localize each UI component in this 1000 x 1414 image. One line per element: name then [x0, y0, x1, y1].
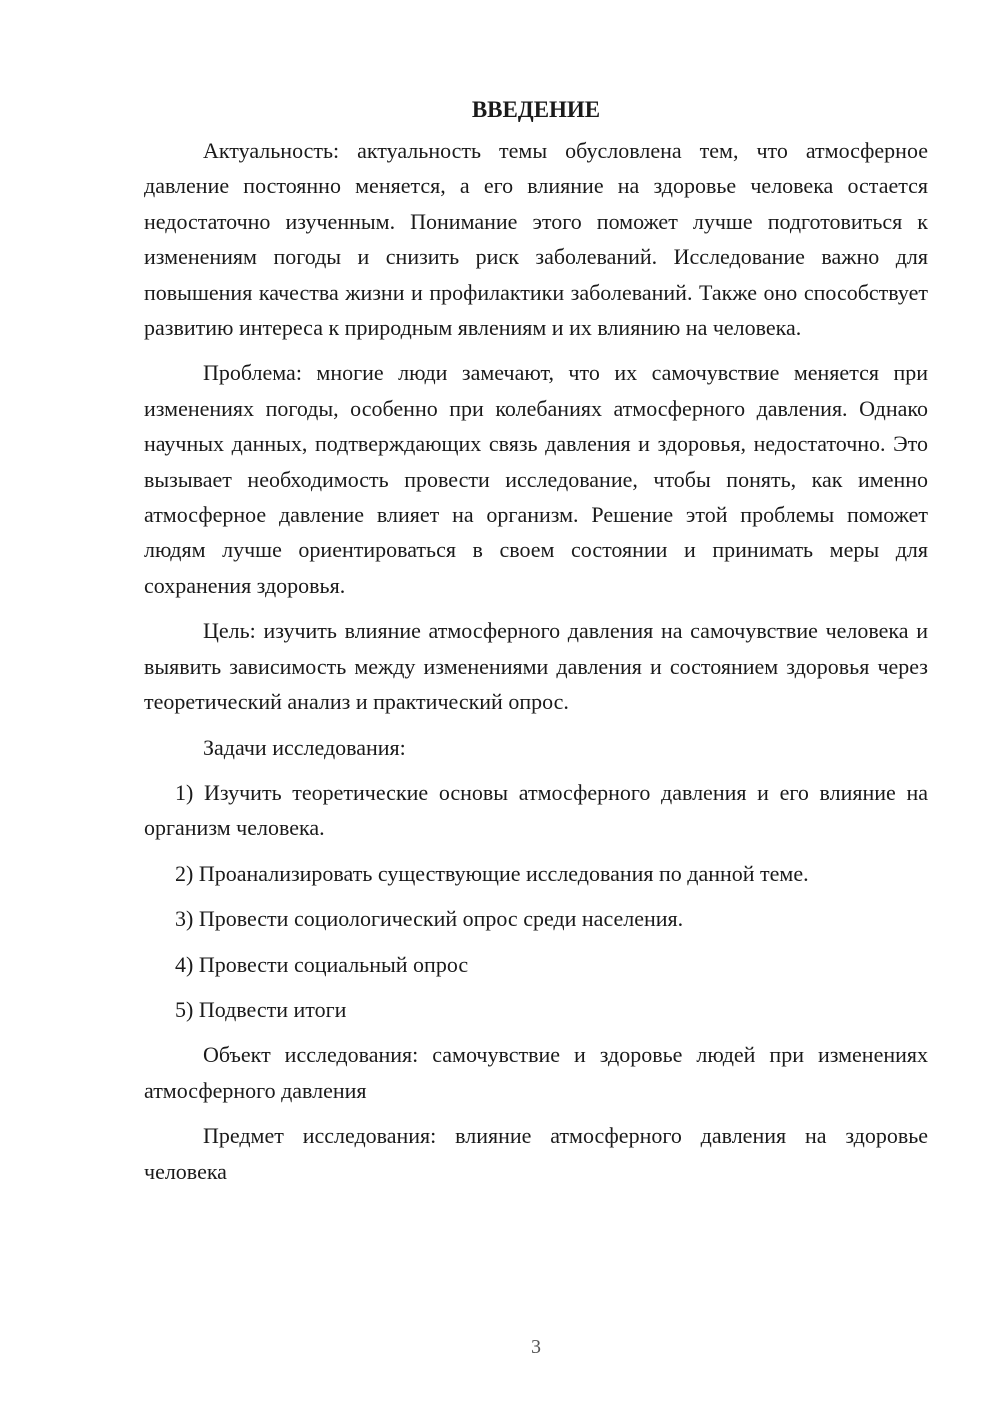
page-number: 3: [531, 1336, 541, 1358]
goal-paragraph: Цель: изучить влияние атмосферного давления на самочувствие человека и выявить зависимость между изменениями давления и состоянием здоровья через теоретический анализ и практический опрос.: [144, 618, 928, 715]
task-item-2: 2) Проанализировать существующие исследования по данной теме.: [175, 860, 809, 886]
task-item-4: 4) Провести социальный опрос: [175, 951, 469, 977]
task-item-1: 1) Изучить теоретические основы атмосферного давления и его влияние на организм человека.: [144, 779, 928, 841]
task-item-3: 3) Провести социологический опрос среди населения.: [175, 906, 684, 932]
section-heading: ВВЕДЕНИЕ: [471, 97, 601, 122]
problem-paragraph: Проблема: многие люди замечают, что их самочувствие меняется при изменениях погоды, особенно при колебаниях атмосферного давления. Однако научных данных, подтверждающих связь давления и здоровья, недостаточно. Это вызывает необходимость провести исследование, чтобы понять, как именно атмосферное давление влияет на организм. Решение этой проблемы поможет людям лучше ориентироваться в своем состоянии и принимать меры для сохранения здоровья.: [144, 360, 928, 598]
task-item-5: 5) Подвести итоги: [175, 996, 347, 1022]
object-paragraph: Объект исследования: самочувствие и здоровье людей при изменениях атмосферного давления: [144, 1042, 928, 1103]
subject-paragraph: Предмет исследования: влияние атмосферного давления на здоровье человека: [144, 1123, 928, 1184]
tasks-title: Задачи исследования:: [203, 734, 406, 760]
relevance-paragraph: Актуальность: актуальность темы обусловлена тем, что атмосферное давление постоянно меняется, а его влияние на здоровье человека остается недостаточно изученным. Понимание этого поможет лучше подготовиться к изменениям погоды и снизить риск заболеваний. Исследование важно для повышения качества жизни и профилактики заболеваний. Также оно способствует развитию интереса к природным явлениям и их влиянию на человека.: [144, 138, 928, 341]
document-page: [144, 92, 928, 1189]
